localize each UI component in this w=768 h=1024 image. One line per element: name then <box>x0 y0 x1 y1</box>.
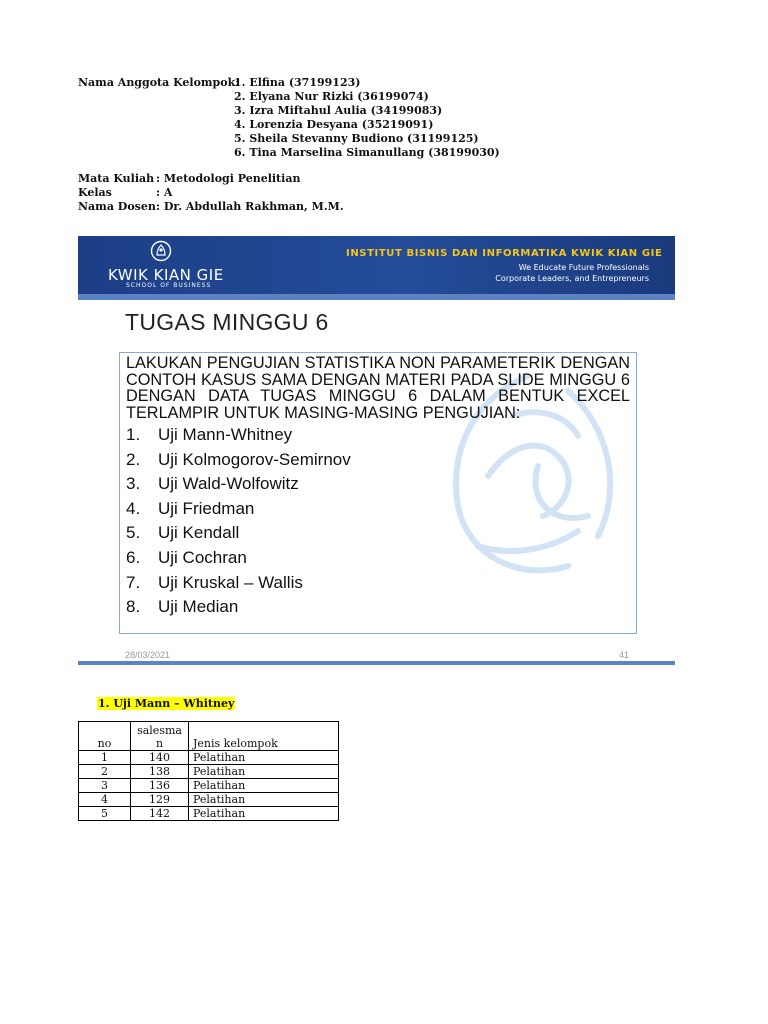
cell-group: Pelatihan <box>189 807 339 821</box>
list-item <box>126 425 351 450</box>
cell-no: 3 <box>79 779 131 793</box>
lecturer-value: : Dr. Abdullah Rakhman, M.M. <box>156 200 344 213</box>
list-item <box>126 499 351 524</box>
tagline-line-1: We Educate Future Professionals <box>518 263 649 272</box>
item-number: 4. <box>126 498 141 518</box>
lecturer-key: Nama Dosen <box>78 200 156 213</box>
column-header-group: Jenis kelompok <box>189 722 339 751</box>
item-number: 7. <box>126 572 141 592</box>
cell-group: Pelatihan <box>189 793 339 807</box>
cell-salesman: 129 <box>131 793 189 807</box>
cell-no: 1 <box>79 751 131 765</box>
item-number: 3. <box>126 474 141 494</box>
column-header-no: no <box>79 722 131 751</box>
course-row <box>78 172 344 186</box>
column-header-salesman <box>131 722 189 751</box>
item-number: 2. <box>126 449 141 469</box>
item-number: 8. <box>126 597 141 617</box>
class-value: : A <box>156 186 173 199</box>
slide-image <box>78 236 675 665</box>
slide-footer <box>78 648 675 665</box>
task-instructions: LAKUKAN PENGUJIAN STATISTIKA NON PARAMETERIK DENGAN CONTOH KASUS SAMA DENGAN MATERI PADA SLIDE MINGGU 6 DENGAN DATA TUGAS MINGGU 6 DALAM BENTUK EXCEL TERLAMPIR UNTUK MASING-MASING PENGUJIAN: <box>126 354 630 422</box>
cell-no: 4 <box>79 793 131 807</box>
class-row <box>78 186 344 200</box>
item-label: Uji Kruskal – Wallis <box>158 572 303 592</box>
brand-name: KWIK KIAN GIE <box>108 266 224 284</box>
cell-salesman: 138 <box>131 765 189 779</box>
class-key: Kelas <box>78 186 112 199</box>
banner-strip <box>78 294 675 300</box>
list-item <box>126 474 351 499</box>
group-label: Nama Anggota Kelompok: <box>78 76 240 89</box>
cell-group: Pelatihan <box>189 765 339 779</box>
table-header-row <box>79 722 339 751</box>
table-row <box>79 779 339 793</box>
item-label: Uji Friedman <box>158 498 255 518</box>
cell-group: Pelatihan <box>189 779 339 793</box>
cell-salesman: 136 <box>131 779 189 793</box>
member-item: 6. Tina Marselina Simanullang (38199030) <box>234 146 500 159</box>
footer-line <box>78 661 675 665</box>
list-item <box>126 597 351 622</box>
column-header-part: n <box>155 737 164 750</box>
item-label: Uji Kendall <box>158 523 240 543</box>
tagline-line-2: Corporate Leaders, and Entrepreneurs <box>495 274 649 283</box>
item-label: Uji Wald-Wolfowitz <box>158 474 299 494</box>
item-number: 5. <box>126 523 141 543</box>
table-row <box>79 793 339 807</box>
list-item <box>126 450 351 475</box>
course-key: Mata Kuliah <box>78 172 155 185</box>
slide-date: 28/03/2021 <box>125 650 171 660</box>
test-list <box>126 425 351 622</box>
institution-name: INSTITUT BISNIS DAN INFORMATIKA KWIK KIAN GIE <box>346 248 663 259</box>
cell-salesman: 142 <box>131 807 189 821</box>
slide-page-number: 41 <box>618 650 629 660</box>
member-item: 4. Lorenzia Desyana (35219091) <box>234 118 434 131</box>
item-number: 6. <box>126 547 141 567</box>
member-list <box>234 76 500 160</box>
section-heading: 1. Uji Mann – Whitney <box>98 697 235 710</box>
list-item <box>126 548 351 573</box>
member-item: 3. Izra Miftahul Aulia (34199083) <box>234 104 443 117</box>
course-info <box>78 172 344 214</box>
table-row <box>79 765 339 779</box>
course-value: : Metodologi Penelitian <box>156 172 301 185</box>
slide-title: TUGAS MINGGU 6 <box>125 309 329 335</box>
list-item <box>126 523 351 548</box>
member-item: 5. Sheila Stevanny Budiono (31199125) <box>234 132 479 145</box>
list-item <box>126 573 351 598</box>
cell-no: 5 <box>79 807 131 821</box>
data-table <box>78 721 339 821</box>
member-item: 2. Elyana Nur Rizki (36199074) <box>234 90 429 103</box>
cell-salesman: 140 <box>131 751 189 765</box>
lecturer-row <box>78 200 344 214</box>
task-box <box>119 352 637 634</box>
item-label: Uji Cochran <box>158 547 247 567</box>
column-header-part: salesma <box>137 724 182 737</box>
table-row <box>79 807 339 821</box>
item-number: 1. <box>126 425 141 444</box>
brand-subtitle: SCHOOL OF BUSINESS <box>126 282 212 289</box>
kwik-kian-gie-emblem-icon <box>150 240 172 262</box>
item-label: Uji Median <box>158 597 239 617</box>
item-label: Uji Kolmogorov-Semirnov <box>158 449 351 469</box>
member-item: 1. Elfina (37199123) <box>234 76 361 89</box>
table-row <box>79 751 339 765</box>
item-label: Uji Mann-Whitney <box>158 425 293 444</box>
cell-no: 2 <box>79 765 131 779</box>
cell-group: Pelatihan <box>189 751 339 765</box>
